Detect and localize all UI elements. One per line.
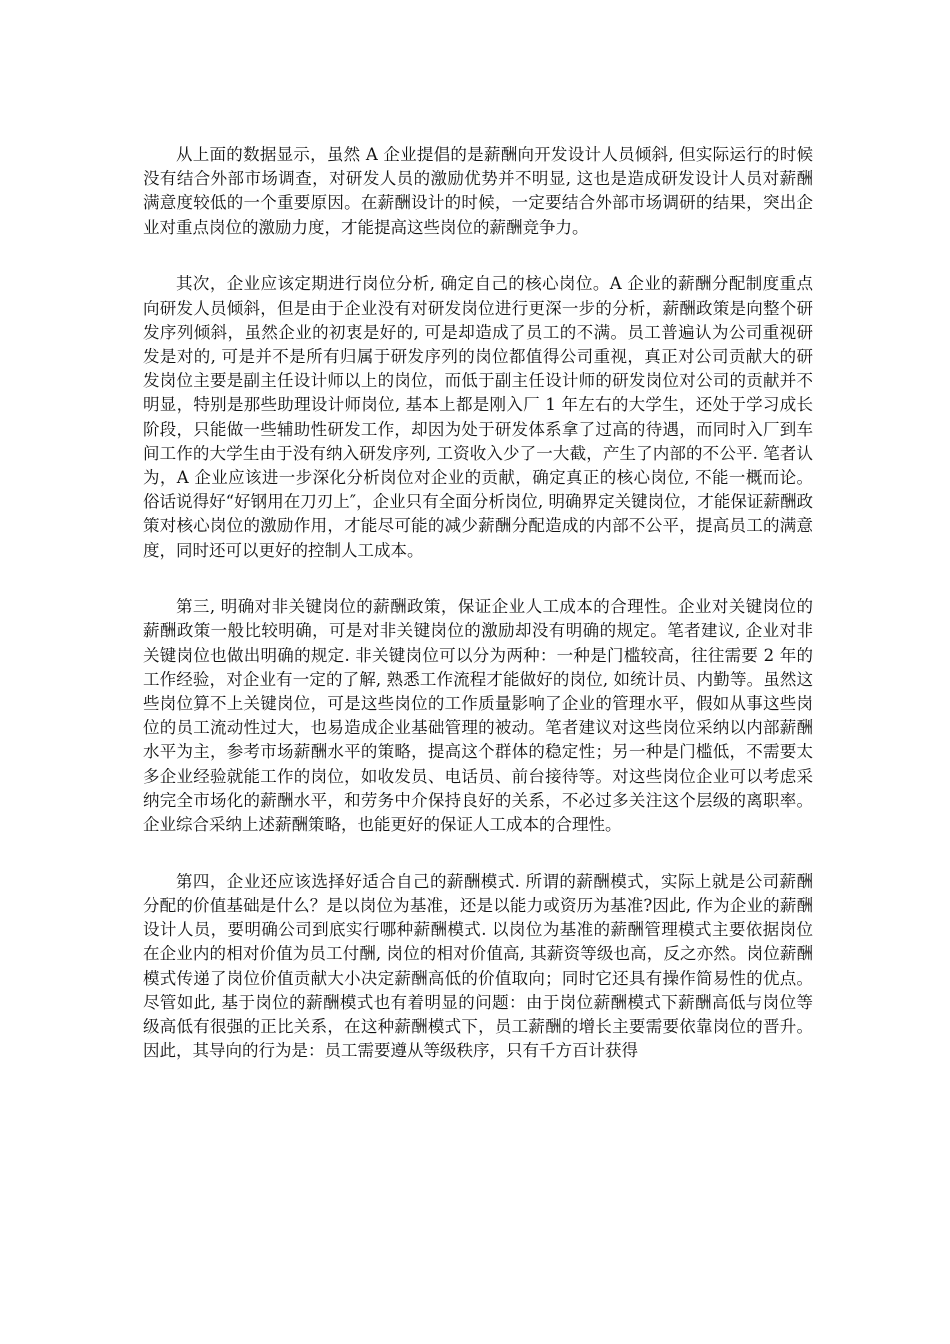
paragraph-core-positions: 其次，企业应该定期进行岗位分析, 确定自己的核心岗位。A 企业的薪酬分配制度重点向研发人员倾斜，但是由于企业没有对研发岗位进行更深一步的分析，薪酬政策是向整个研发序列倾斜，虽然企业的初衷是好的, 可是却造成了员工的不满。员工普遍认为公司重视研发是对的, 可是并不是所有归属于研发序列的岗位都值得公司重视，真正对公司贡献大的研发岗位主要是副主任设计师以上的岗位，而低于副主任设计师的研发岗位对公司的贡献并不明显，特别是那些助理设计师岗位, 基本上都是刚入厂 1 年左右的大学生，还处于学习成长阶段，只能做一些辅助性研发工作，却因为处于研发体系拿了过高的待遇，而同时入厂到车间工作的大学生由于没有纳入研发序列, 工资收入少了一大截，产生了内部的不公平. 笔者认为，A 企业应该进一步深化分析岗位对企业的贡献，确定真正的核心岗位, 不能一概而论。俗话说得好“好钢用在刀刃上″，企业只有全面分析岗位, 明确界定关键岗位，才能保证薪酬政策对核心岗位的激励作用，才能尽可能的减少薪酬分配造成的内部不公平，提高员工的满意度，同时还可以更好的控制人工成本。	[143, 274, 813, 560]
paragraph-non-key-positions: 第三, 明确对非关键岗位的薪酬政策，保证企业人工成本的合理性。企业对关键岗位的薪酬政策一般比较明确，可是对非关键岗位的激励却没有明确的规定。笔者建议, 企业对非关键岗位也做出明确的规定. 非关键岗位可以分为两种：一种是门槛较高，往往需要 2 年的工作经验，对企业有一定的了解, 熟悉工作流程才能做好的岗位, 如统计员、内勤等。虽然这些岗位算不上关键岗位，可是这些岗位的工作质量影响了企业的管理水平，假如从事这些岗位的员工流动性过大，也易造成企业基础管理的被动。笔者建议对这些岗位采纳以内部薪酬水平为主，参考市场薪酬水平的策略，提高这个群体的稳定性；另一种是门槛低，不需要太多企业经验就能工作的岗位，如收发员、电话员、前台接待等。对这些岗位企业可以考虑采纳完全市场化的薪酬水平，和劳务中介保持良好的关系，不必过多关注这个层级的离职率。企业综合采纳上述薪酬策略，也能更好的保证人工成本的合理性。	[143, 597, 813, 835]
paragraph-external-market: 从上面的数据显示，虽然 A 企业提倡的是薪酬向开发设计人员倾斜, 但实际运行的时候没有结合外部市场调查，对研发人员的激励优势并不明显, 这也是造成研发设计人员对薪酬满意度较低的一个重要原因。在薪酬设计的时候，一定要结合外部市场调研的结果，突出企业对重点岗位的激励力度，才能提高这些岗位的薪酬竞争力。	[143, 145, 813, 237]
paragraph-pay-model: 第四，企业还应该选择好适合自己的薪酬模式. 所谓的薪酬模式，实际上就是公司薪酬分配的价值基础是什么？是以岗位为基准，还是以能力或资历为基准?因此, 作为企业的薪酬设计人员，要明确公司到底实行哪种薪酬模式. 以岗位为基准的薪酬管理模式主要依据岗位在企业内的相对价值为员工付酬, 岗位的相对价值高, 其薪资等级也高，反之亦然。岗位薪酬模式传递了岗位价值贡献大小决定薪酬高低的价值取向；同时它还具有操作简易性的优点。尽管如此, 基于岗位的薪酬模式也有着明显的问题：由于岗位薪酬模式下薪酬高低与岗位等级高低有很强的正比关系，在这种薪酬模式下，员工薪酬的增长主要需要依靠岗位的晋升。因此，其导向的行为是：员工需要遵从等级秩序，只有千方百计获得	[143, 871, 813, 1061]
document-page	[143, 143, 813, 1063]
